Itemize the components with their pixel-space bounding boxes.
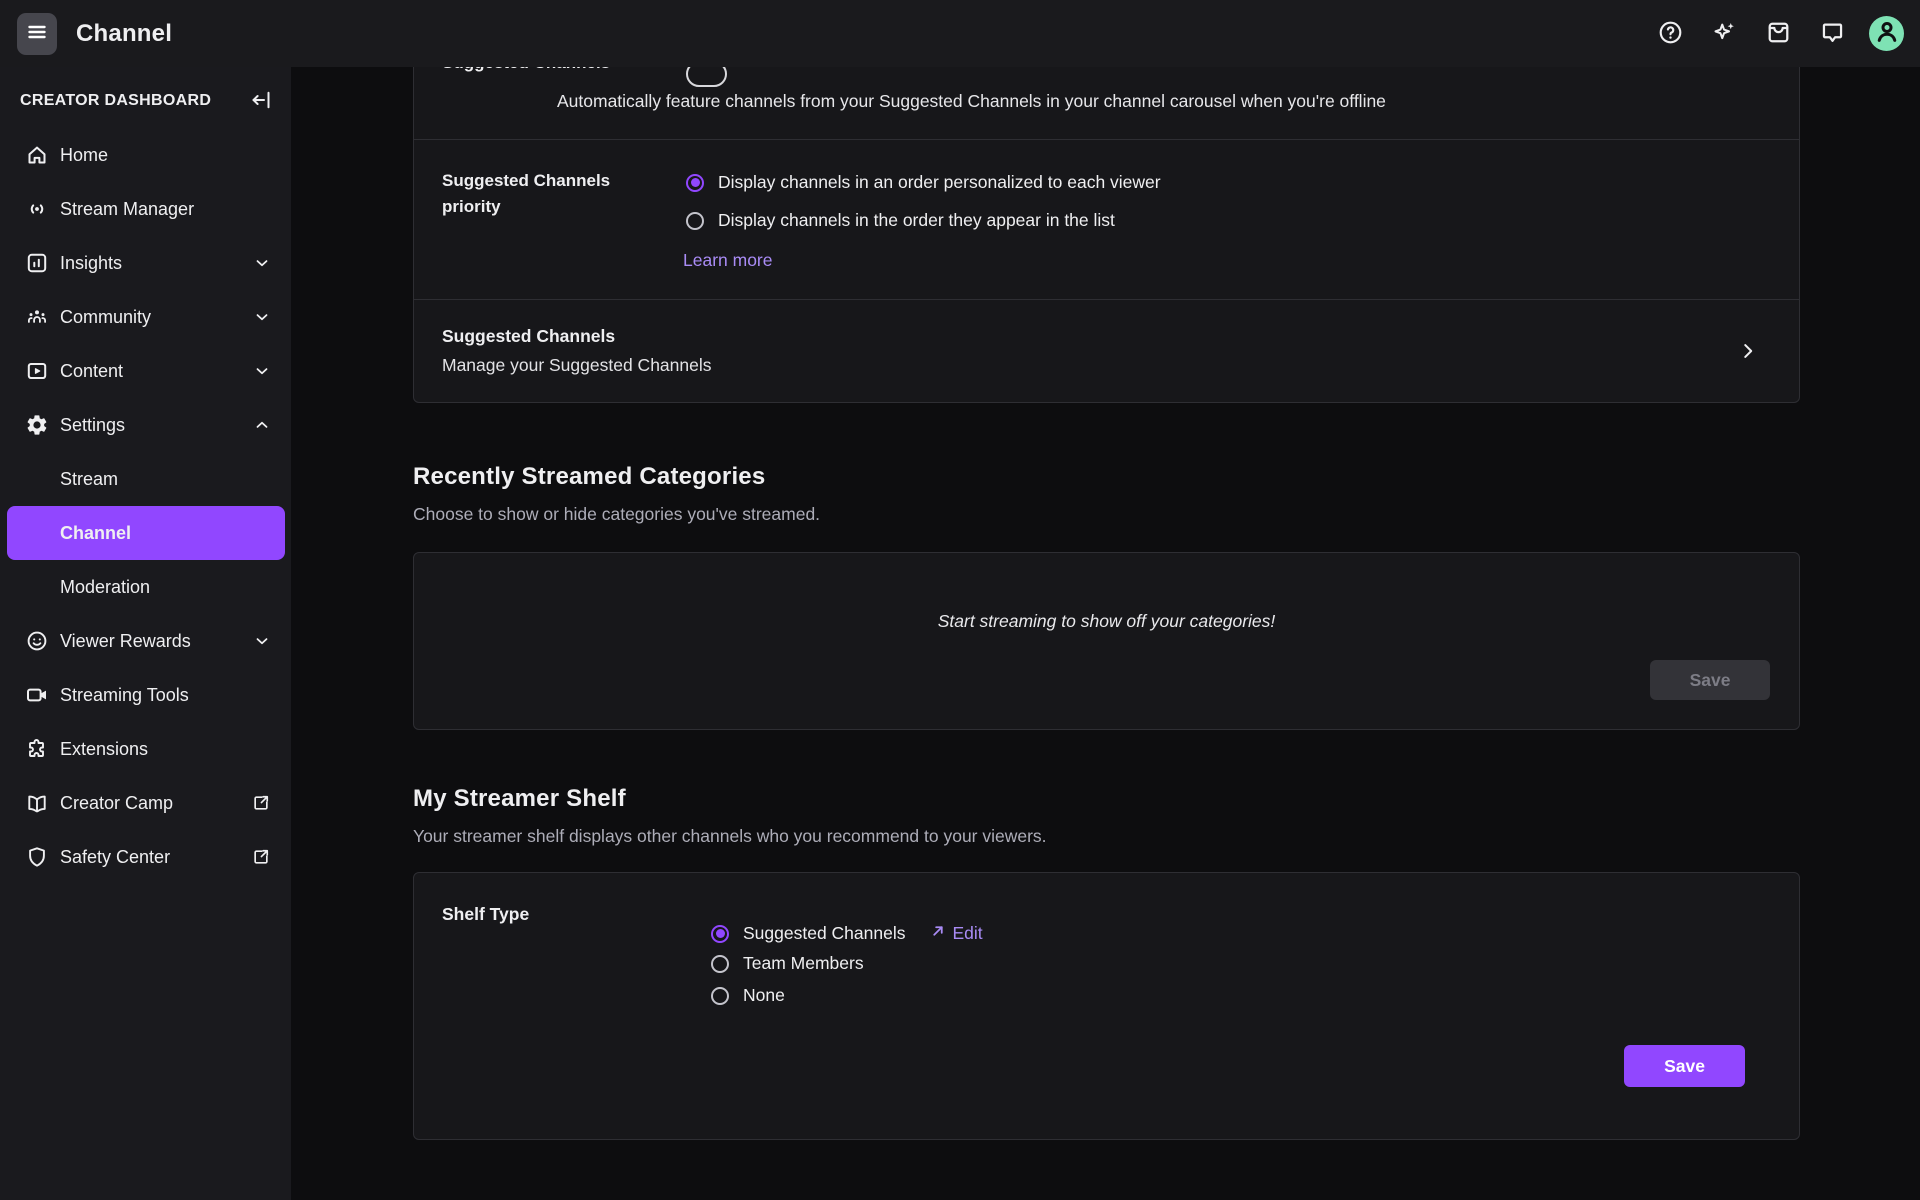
home-icon	[25, 143, 49, 167]
sidebar	[0, 67, 291, 1200]
help-icon	[1657, 19, 1684, 49]
hamburger-icon	[25, 20, 49, 47]
chevron-up-icon	[253, 416, 271, 434]
sidebar-header	[20, 87, 275, 115]
sidebar-item-label: Moderation	[60, 576, 151, 597]
sidebar-item-extensions[interactable]	[0, 722, 291, 776]
priority-row	[414, 139, 1799, 299]
edit-link[interactable]	[929, 922, 982, 945]
sidebar-item-viewer-rewards[interactable]	[0, 614, 291, 668]
sidebar-item-label: Channel	[60, 522, 132, 543]
shelf-option-team-members	[711, 953, 864, 974]
collapse-icon	[249, 88, 273, 115]
sidebar-item-label: Community	[60, 306, 152, 327]
chevron-right-icon	[1737, 338, 1759, 369]
page-title: Channel	[76, 19, 173, 47]
sidebar-item-insights[interactable]	[0, 236, 291, 290]
avatar-person-icon	[1872, 16, 1902, 51]
chevron-down-icon	[253, 308, 271, 326]
chevron-down-icon	[253, 632, 271, 650]
inbox-icon	[1765, 19, 1792, 49]
sidebar-item-creator-camp[interactable]	[0, 776, 291, 830]
recently-streamed-card	[413, 552, 1800, 730]
sidebar-header-label: CREATOR DASHBOARD	[20, 92, 212, 109]
topbar	[0, 0, 1920, 67]
sidebar-item-label: Creator Camp	[60, 792, 174, 813]
content-icon	[25, 359, 49, 383]
radio-unselected[interactable]	[686, 212, 704, 230]
broadcast-icon	[25, 197, 49, 221]
arrow-up-right-icon	[929, 922, 947, 945]
chat-button[interactable]	[1815, 17, 1849, 51]
auto-feature-row	[414, 67, 1799, 139]
main-content	[291, 67, 1920, 1200]
shield-icon	[25, 845, 49, 869]
gear-icon	[25, 413, 49, 437]
sparkles-button[interactable]	[1707, 17, 1741, 51]
radio-label: Display channels in the order they appear in the list	[718, 210, 1115, 230]
radio-label: None	[743, 985, 785, 1005]
sidebar-item-label: Safety Center	[60, 846, 171, 867]
sidebar-item-channel[interactable]	[7, 506, 285, 560]
inbox-button[interactable]	[1761, 17, 1795, 51]
streamer-shelf-card	[413, 872, 1800, 1140]
sidebar-item-label: Home	[60, 144, 109, 165]
chat-icon	[1819, 19, 1846, 49]
sidebar-nav	[0, 128, 291, 884]
help-button[interactable]	[1653, 17, 1687, 51]
manage-row-subtitle: Manage your Suggested Channels	[442, 355, 712, 375]
book-icon	[25, 791, 49, 815]
sidebar-item-stream-manager[interactable]	[0, 182, 291, 236]
priority-option-list-order	[686, 210, 1115, 231]
shelf-type-label: Shelf Type	[442, 904, 530, 924]
insights-icon	[25, 251, 49, 275]
shelf-option-suggested-channels	[711, 922, 983, 945]
sidebar-item-safety-center[interactable]	[0, 830, 291, 884]
sidebar-item-label: Settings	[60, 414, 126, 435]
sidebar-item-label: Streaming Tools	[60, 684, 189, 705]
sidebar-item-label: Content	[60, 360, 124, 381]
radio-unselected[interactable]	[711, 955, 729, 973]
radio-selected[interactable]	[711, 925, 729, 943]
priority-label: Suggested Channels priority	[442, 171, 611, 216]
edit-link-label: Edit	[952, 923, 983, 943]
sidebar-item-label: Insights	[60, 252, 123, 273]
manage-row-title: Suggested Channels	[442, 326, 616, 346]
community-icon	[25, 305, 49, 329]
external-link-icon	[251, 793, 271, 813]
sidebar-item-label: Stream	[60, 468, 119, 489]
chevron-down-icon	[253, 362, 271, 380]
hamburger-menu-button[interactable]	[17, 13, 57, 55]
topbar-actions	[1653, 16, 1920, 51]
sidebar-item-home[interactable]	[0, 128, 291, 182]
sidebar-item-moderation[interactable]	[0, 560, 291, 614]
radio-unselected[interactable]	[711, 987, 729, 1005]
smiley-icon	[25, 629, 49, 653]
chevron-down-icon	[253, 254, 271, 272]
auto-feature-description: Automatically feature channels from your Suggested Channels in your channel carousel when you're offline	[557, 91, 1386, 111]
categories-empty-message: Start streaming to show off your categories!	[937, 611, 1276, 631]
streamer-shelf-subtitle: Your streamer shelf displays other channels who you recommend to your viewers.	[413, 826, 1047, 846]
radio-label: Team Members	[743, 953, 864, 973]
sidebar-item-content[interactable]	[0, 344, 291, 398]
collapse-sidebar-button[interactable]	[247, 87, 275, 115]
recently-streamed-title: Recently Streamed Categories	[413, 463, 766, 490]
learn-more-link[interactable]: Learn more	[683, 250, 773, 270]
sidebar-item-streaming-tools[interactable]	[0, 668, 291, 722]
external-link-icon	[251, 847, 271, 867]
sidebar-item-label: Extensions	[60, 738, 149, 759]
save-shelf-button[interactable]: Save	[1624, 1045, 1745, 1087]
sidebar-item-stream[interactable]	[0, 452, 291, 506]
sidebar-item-settings[interactable]	[0, 398, 291, 452]
shelf-option-none	[711, 985, 785, 1006]
recently-streamed-subtitle: Choose to show or hide categories you've streamed.	[413, 504, 821, 524]
puzzle-icon	[25, 737, 49, 761]
radio-label: Display channels in an order personalized to each viewer	[718, 172, 1161, 192]
radio-selected[interactable]	[686, 174, 704, 192]
sparkles-icon	[1711, 19, 1738, 49]
video-camera-icon	[25, 683, 49, 707]
save-categories-button[interactable]: Save	[1650, 660, 1770, 700]
streamer-shelf-title: My Streamer Shelf	[413, 785, 626, 812]
sidebar-item-community[interactable]	[0, 290, 291, 344]
suggested-channels-card	[413, 67, 1800, 403]
radio-label: Suggested Channels	[743, 923, 906, 943]
avatar[interactable]	[1869, 16, 1904, 51]
manage-suggested-channels-row[interactable]	[414, 299, 1799, 403]
priority-option-personalized	[686, 172, 1161, 193]
sidebar-item-label: Stream Manager	[60, 198, 195, 219]
sidebar-item-label: Viewer Rewards	[60, 630, 191, 651]
